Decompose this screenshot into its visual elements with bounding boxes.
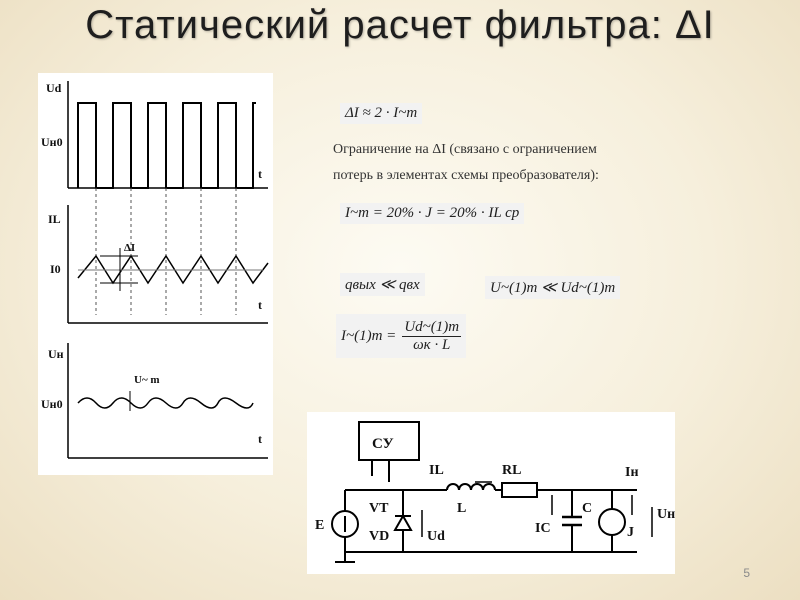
label-e: E [315,518,325,533]
label-il: IL [429,463,444,478]
note-line-2: потерь в элементах схемы преобразователя): [333,168,599,183]
label-l: L [457,501,467,516]
fraction-denominator: ωк · L [413,336,451,353]
i0-label: I0 [50,262,61,276]
label-vt: VT [369,501,389,516]
label-vd: VD [369,529,390,544]
delta-i-label: ΔI [124,242,136,254]
page-number: 5 [743,566,750,580]
ud-label: Ud [46,81,62,95]
slide-title: Статический расчет фильтра: ΔI [85,3,715,47]
formula-i-1m-lhs: I~(1)m = [341,327,397,344]
label-ic: IC [535,521,551,536]
fraction-numerator: Ud~(1)m [404,318,460,335]
formula-delta-i: ΔI ≈ 2 · I~m [340,103,422,124]
label-uh: Uн [657,507,675,522]
uh0-label-2: Uн0 [41,397,63,411]
uh-label: Uн [48,347,64,361]
time-markers [96,188,236,315]
waveform-diagram [38,73,273,475]
circuit-panel [307,412,675,574]
label-c: C [582,501,593,516]
note-line-1: Ограничение на ΔI (связано с ограничением [333,142,597,157]
load-j [599,509,625,535]
t-label-3: t [258,432,262,446]
label-ud: Ud [427,529,445,544]
u-m-label: U~ m [134,374,160,386]
formula-fraction [402,319,461,354]
t-label-1: t [258,167,262,181]
circuit-diagram [307,412,675,574]
control-unit-label: СУ [372,436,394,452]
formula-i-m: I~m = 20% · J = 20% · IL ср [340,203,524,224]
resistor-rl [502,483,537,497]
il-label: IL [48,212,61,226]
ud-pulse-wave [78,103,256,188]
diode-vd [395,516,411,530]
t-label-2: t [258,298,262,312]
formula-q: qвых ≪ qвх [340,273,425,296]
uh-ripple-wave [78,398,253,408]
formula-u: U~(1)m ≪ Ud~(1)m [485,276,620,299]
label-rl: RL [502,463,522,478]
waveform-panel [38,73,273,475]
constraint-note [333,137,713,189]
inductor-l [447,484,495,490]
label-ih: Iн [625,465,639,480]
uh0-label-1: Uн0 [41,135,63,149]
label-j: J [627,525,634,540]
formula-i-1m [336,314,466,358]
